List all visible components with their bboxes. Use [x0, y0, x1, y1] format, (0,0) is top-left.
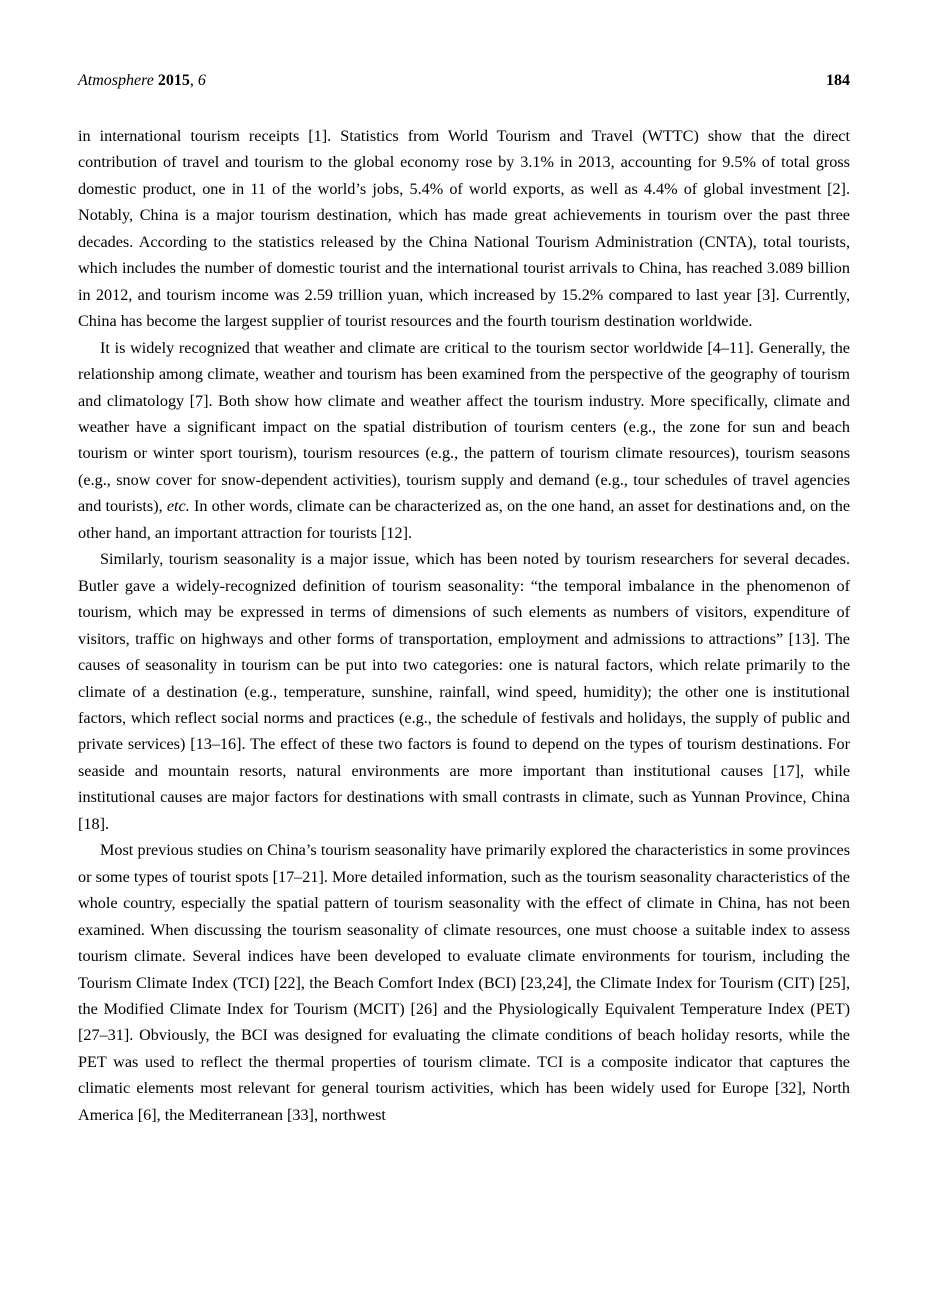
paragraph-2 — [78, 335, 850, 547]
running-header — [78, 72, 850, 96]
citation-separator: , — [189, 72, 198, 89]
paragraph-2-part-1: It is widely recognized that weather and climate are critical to the tourism sector worldwide [4–11]. Generally, the relationship among climate, weather and tourism has been examined from the perspective of the geography of tourism and climatology [7]. Both show how climate and weather affect the tourism industry. More specifically, climate and weather have a significant impact on the spatial distribution of tourism centers (e.g., the zone for sun and beach tourism or winter sport tourism), tourism resources (e.g., the pattern of tourism climate resources), tourism seasons (e.g., snow cover for snow-dependent activities), tourism supply and demand (e.g., tour schedules of travel agencies and tourists), — [78, 338, 850, 516]
page-number: 184 — [826, 72, 850, 89]
paragraph-1: in international tourism receipts [1]. Statistics from World Tourism and Travel (WTTC) show that the direct contribution of travel and tourism to the global economy rose by 3.1% in 2013, accounting for 9.5% of total gross domestic product, one in 11 of the world’s jobs, 5.4% of world exports, as well as 4.4% of global investment [2]. Notably, China is a major tourism destination, which has made great achievements in tourism over the past three decades. According to the statistics released by the China National Tourism Administration (CNTA), total tourists, which includes the number of domestic tourist and the international tourist arrivals to China, has reached 3.089 billion in 2012, and tourism income was 2.59 trillion yuan, which increased by 15.2% compared to last year [3]. Currently, China has become the largest supplier of tourist resources and the fourth tourism destination worldwide. — [78, 127, 850, 331]
journal-year: 2015 — [157, 72, 190, 89]
article-body — [78, 123, 850, 1128]
paragraph-4: Most previous studies on China’s tourism seasonality have primarily explored the characteristics in some provinces or some types of tourist spots [17–21]. More detailed information, such as the tourism seasonality characteristics of the whole country, especially the spatial pattern of tourism seasonality with the effect of climate in China, has not been examined. When discussing the tourism seasonality of climate resources, one must choose a suitable index to assess tourism climate. Several indices have been developed to evaluate climate environments for tourism, including the Tourism Climate Index (TCI) [22], the Beach Comfort Index (BCI) [23,24], the Climate Index for Tourism (CIT) [25], the Modified Climate Index for Tourism (MCIT) [26] and the Physiologically Equivalent Temperature Index (PET) [27–31]. Obviously, the BCI was designed for evaluating the climate conditions of beach holiday resorts, while the PET was used to reflect the thermal properties of tourism climate. TCI is a composite indicator that captures the climatic elements most relevant for general tourism activities, which has been widely used for Europe [32], North America [6], the Mediterranean [33], northwest — [78, 841, 850, 1124]
paragraph-2-part-2: In other words, climate can be characterized as, on the one hand, an asset for destinations and, on the other hand, an important attraction for tourists [12]. — [78, 497, 850, 542]
paragraph-3: Similarly, tourism seasonality is a major issue, which has been noted by tourism researchers for several decades. Butler gave a widely-recognized definition of tourism seasonality: “the temporal imbalance in the phenomenon of tourism, which may be expressed in terms of dimensions of such elements as numbers of visitors, expenditure of visitors, traffic on highways and other forms of transportation, employment and admissions to attractions” [13]. The causes of seasonality in tourism can be put into two categories: one is natural factors, which relate primarily to the climate of a destination (e.g., temperature, sunshine, rainfall, wind speed, humidity); the other one is institutional factors, which reflect social norms and practices (e.g., the schedule of festivals and holidays, the supply of public and private services) [13–16]. The effect of these two factors is found to depend on the types of tourism destinations. For seaside and mountain resorts, natural environments are more important than institutional causes [17], while institutional causes are major factors for destinations with small contrasts in climate, such as Yunnan Province, China [18]. — [78, 550, 850, 833]
paragraph-2-etc: etc. — [166, 497, 190, 516]
journal-volume: 6 — [197, 72, 206, 89]
journal-name: Atmosphere — [78, 72, 154, 89]
journal-citation — [78, 72, 206, 90]
